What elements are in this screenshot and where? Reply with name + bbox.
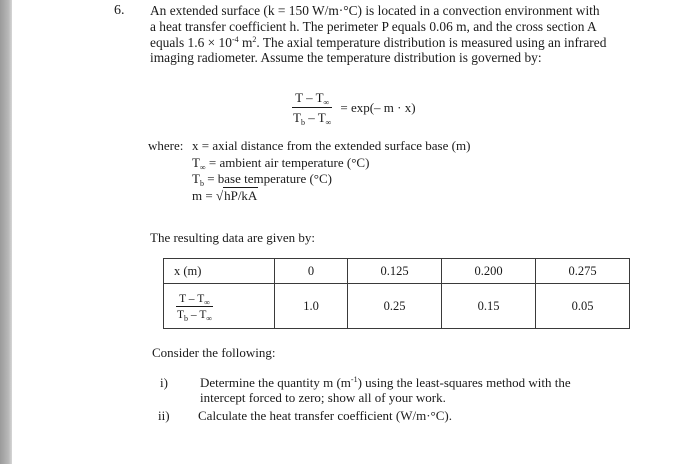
results-intro: The resulting data are given by: [150,230,315,245]
definition-x: x = axial distance from the extended surface base (m) [192,138,471,153]
data-table [163,258,630,329]
question-number: 6. [114,3,125,18]
equation-rhs: = exp(– m · x) [340,100,416,115]
table-cell: 0 [275,259,348,284]
table-cell: 0.125 [348,259,442,284]
task-number: i) [160,375,168,390]
temperature-ratio [290,90,334,126]
where-label: where: [148,138,184,153]
table-cell: 0.15 [442,284,536,329]
table-header-ratio [164,284,275,329]
table-cell: 1.0 [275,284,348,329]
ratio-numerator: T – $T_\infty$ [176,293,213,307]
definition-m: m = √hP/kA [192,187,258,203]
definition-t-base: $T_b$ = base temperature (°C) [192,171,332,188]
table-cell: 0.200 [442,259,536,284]
table-row [164,284,630,329]
definition-t-ambient: $T_\infty$ = ambient air temperature (°C) [192,154,370,172]
table-row [164,259,630,284]
governing-equation [290,88,416,128]
task-text: Calculate the heat transfer coefficient (W/m·°C). [198,408,453,423]
table-cell: 0.05 [536,284,630,329]
problem-statement: An extended surface (k = 150 W/m·°C) is located in a convection environment with a heat transfer coefficient h. The perimeter P equals 0.06 m, and the cross section A equals $1.6 \times 10^{-4}$ $m^2$. The axial temperature distribution is measured using an infrared imaging radiometer. Assume the temperature distribution is governed by: [150,3,607,66]
ratio-denominator: $T_b - T_\infty$ [177,309,213,323]
table-header-x: x (m) [164,259,275,284]
consider-heading: Consider the following: [152,345,276,360]
task-text: Determine the quantity m $(m^{-1})$ using the least-squares method with the intercept forced to zero; show all of your work. [200,375,571,405]
task-number: ii) [158,408,170,423]
table-cell: 0.275 [536,259,630,284]
left-edge-shadow [0,0,12,464]
equation-numerator: T – $T_\infty$ [292,90,332,108]
variable-definitions [148,138,470,204]
equation-denominator: $T_b - T_\infty$ [293,110,332,127]
table-cell: 0.25 [348,284,442,329]
